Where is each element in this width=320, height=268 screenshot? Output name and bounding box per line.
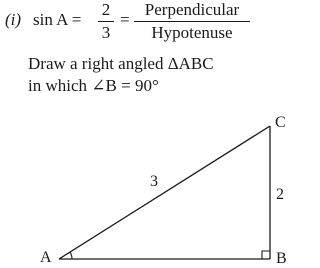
hypotenuse-length-label: 3: [150, 173, 158, 190]
sin-a-lhs: sin A =: [33, 10, 82, 29]
perpendicular-word: Perpendicular: [144, 0, 240, 19]
equals-sign: =: [120, 10, 130, 29]
vertex-a-label: A: [40, 249, 52, 266]
side-ac-hypotenuse: [59, 126, 270, 259]
ratio-denominator: 3: [101, 23, 111, 42]
vertex-b-label: B: [276, 250, 287, 267]
part-label: (i): [5, 10, 22, 29]
angle-a-arc: [70, 252, 72, 259]
instruction-line-1: Draw a right angled ΔABC: [28, 54, 214, 73]
vertex-c-label: C: [275, 114, 286, 131]
perpendicular-length-label: 2: [276, 186, 284, 203]
hypotenuse-word: Hypotenuse: [151, 23, 233, 42]
instruction-line-2: in which ∠B = 90°: [28, 76, 159, 95]
right-angle-marker: [262, 251, 270, 259]
ratio-numerator: 2: [101, 0, 111, 19]
